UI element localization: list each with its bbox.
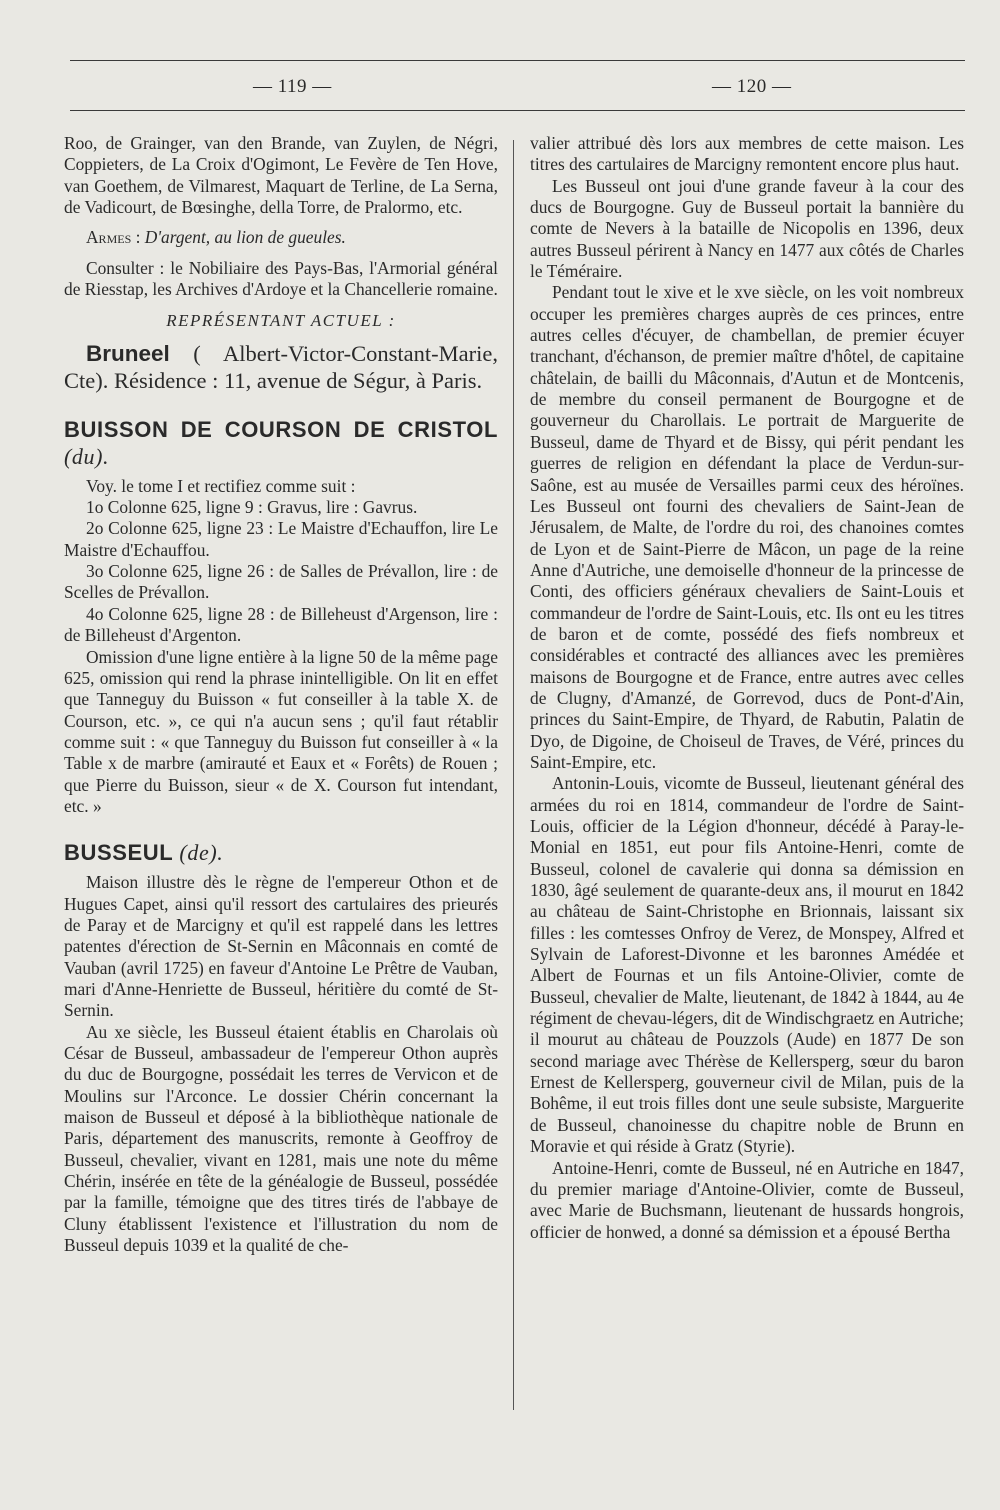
paragraph-names: Roo, de Grainger, van den Brande, van Zuylen, de Négri, Coppieters, de La Croix d'Ogimont, Le Fevère de Ten Hove, van Goethem, de Vilmarest, Maquart de Terline, de La Serna, de Vadicourt, de Bœsinghe, della Torre, de Pralormo, etc.	[64, 133, 498, 218]
bruneel-name: Bruneel	[86, 340, 170, 366]
heading-buisson	[64, 416, 498, 470]
left-column	[64, 133, 498, 1256]
correction-2: 2o Colonne 625, ligne 23 : Le Maistre d'Echauffon, lire Le Maistre d'Echauffou.	[64, 518, 498, 560]
right-paragraph-0: valier attribué dès lors aux membres de cette maison. Les titres des cartulaires de Marcigny remontent encore plus haut.	[530, 133, 964, 175]
voy-line: Voy. le tome I et rectifiez comme suit :	[86, 475, 356, 496]
correction-4: 4o Colonne 625, ligne 28 : de Billeheust d'Argenson, lire : de Billeheust d'Argenton.	[64, 603, 498, 646]
heading-buisson-suffix: (du).	[64, 443, 110, 469]
right-column	[530, 133, 964, 1243]
right-paragraph-4: Antoine-Henri, comte de Busseul, né en Autriche en 1847, du premier mariage d'Antoine-Olivier, comte de Busseul, avec Marie de Buchsmann, lieutenant de hussards hongrois, officier de honwed, a donné sa démission et a épousé Bertha	[530, 1157, 964, 1242]
armes-text: D'argent, au lion de gueules.	[144, 227, 346, 248]
column-divider	[513, 140, 514, 1410]
heading-busseul-title: BUSSEUL	[64, 840, 174, 866]
bruneel-paragraph	[64, 340, 498, 394]
bruneel-text: ( Albert-Victor-Constant-Marie, Cte). Résidence : 11, avenue de Ségur, à Paris.	[64, 340, 498, 393]
right-paragraph-1: Les Busseul ont joui d'une grande faveur à la cour des ducs de Bourgogne. Guy de Busseul portait la bannière du comte de Nevers à la bataille de Nicopolis en 1396, deux autres Busseul périrent à Nancy en 1477 aux côtés de Charles le Téméraire.	[530, 175, 964, 282]
heading-busseul	[64, 839, 498, 866]
busseul-paragraph-1: Maison illustre dès le règne de l'empereur Othon et de Hugues Capet, ainsi qu'il ressort des cartulaires des prieurés de Paray et de Marcigny et qu'il est rappelé dans les lettres patentes d'érection de St-Sernin en Mâconnais en comté de Vauban (avril 1725) en faveur d'Antoine Le Prêtre de Vauban, mari d'Anne-Henriette de Busseul, héritière du comté de St-Sernin.	[64, 872, 498, 1021]
representant-heading: REPRÉSENTANT ACTUEL :	[166, 311, 396, 331]
armes-line	[64, 227, 498, 248]
armes-label: Armes :	[86, 227, 145, 248]
busseul-paragraph-2: Au xe siècle, les Busseul étaient établis en Charolais où César de Busseul, ambassadeur de l'empereur Othon auprès du duc de Bourgogne, possédait les terres de Vervicon et de Moulins sur l'Arconce. Le dossier Chérin concernant la maison de Busseul et déposé à la bibliothèque nationale de Paris, département des manuscrits, remonte à Geoffroy de Busseul, chevalier, vivant en 1281, mais une note du même Chérin, insérée en tête de la généalogie de Busseul, possédée par la famille, témoigne que des titres tirés de l'abbaye de Cluny établissent l'existence et l'illustration du nom de Busseul depuis 1039 et la qualité de che-	[64, 1021, 498, 1256]
right-page-number: — 120 —	[712, 76, 792, 97]
left-page-number: — 119 —	[253, 76, 332, 97]
correction-3: 3o Colonne 625, ligne 26 : de Salles de Prévallon, lire : de Scelles de Prévallon.	[64, 561, 498, 603]
omission-paragraph: Omission d'une ligne entière à la ligne 50 de la même page 625, omission qui rend la phrase inintelligible. On lit en effet que Tanneguy du Buisson « fut conseiller à la table X. de Courson, etc. », ce qui n'a aucun sens ; qu'il faut rétablir comme suit : « que Tanneguy du Buisson fut conseiller à « la Table x de marbre (amirauté et Eaux et « Forêts) de Rouen ; que Pierre du Buisson, sieur « de X. Courson fut intendant, etc. »	[64, 646, 498, 816]
correction-1: 1o Colonne 625, ligne 9 : Gravus, lire : Gavrus.	[86, 497, 418, 518]
right-paragraph-2: Pendant tout le xive et le xve siècle, on les voit nombreux occuper les premières charges auprès de ces princes, entre autres celles d'écuyer, de chambellan, de premier écuyer tranchant, d'échanson, de premier maître d'hôtel, de capitaine châtelain, de bailli du Mâconnais, d'Autun et de Montcenis, de membre du conseil permanent de Bourgogne et de gouverneur du Charollais. Le portrait de Marguerite de Busseul, dame de Thyard et de Bissy, qui périt pendant les guerres de religion en défendant la place de Verdun-sur-Saône, est au musée de Versailles parmi ceux des héroïnes. Les Busseul ont fourni des chevaliers de Saint-Jean de Jérusalem, de Malte, de l'ordre du roi, des chanoines comtes de Lyon et de Saint-Pierre de Mâcon, un page de la reine Anne d'Autriche, une demoiselle d'honneur de la princesse de Conti, des officiers généraux chevaliers de Saint-Louis et commandeur de l'ordre de Saint-Louis, etc. Ils ont eu les titres de baron et de comte, possédé des fiefs nombreux et considérables et contracté des alliances avec les premières maisons de Bourgogne et de France, entre autres avec celles de Clugny, d'Amanzé, de Gorrevod, ducs de Pont-d'Ain, princes du Saint-Empire, de Thyard, de Rabutin, Palatin de Dyo, de Digoine, de Choiseul de Traves, de Véré, princes du Saint-Empire, etc.	[530, 282, 964, 772]
heading-busseul-suffix: (de).	[173, 840, 224, 866]
top-rule	[70, 60, 965, 61]
heading-buisson-title: BUISSON DE COURSON DE CRISTOL	[64, 416, 498, 442]
paragraph-consulter: Consulter : le Nobiliaire des Pays-Bas, l'Armorial général de Riesstap, les Archives d'Ardoye et la Chancellerie romaine.	[64, 257, 498, 300]
right-paragraph-3: Antonin-Louis, vicomte de Busseul, lieutenant général des armées du roi en 1814, commandeur de l'ordre de Saint-Louis, officier de la Légion d'honneur, décédé à Paray-le-Monial en 1851, eut pour fils Antoine-Henri, comte de Busseul, colonel de cavalerie qui donna sa démission en 1830, âgé seulement de quarante-deux ans, il mourut en 1842 au château de Saint-Christophe en Brionnais, laissant six filles : les comtesses Onfroy de Verez, de Monspey, Alfred et Sylvain de Laforest-Divonne et les baronnes Amédée et Albert de Fournas et un fils Antoine-Olivier, comte de Busseul, chevalier de Malte, lieutenant, de 1842 à 1844, au 4e régiment de chevau-légers, dit de Windischgraetz en Autriche; il mourut au château de Pouzzols (Aude) en 1877 De son second mariage avec Thérèse de Kellersperg, sœur du baron Ernest de Kellersperg, gouverneur civil de Milan, puis de la Bohême, il eut trois filles dont une seule subsiste, Marguerite de Busseul, chanoinesse du chapitre noble de Brunn en Moravie et qui réside à Gratz (Styrie).	[530, 773, 964, 1157]
header-rule	[70, 110, 965, 111]
